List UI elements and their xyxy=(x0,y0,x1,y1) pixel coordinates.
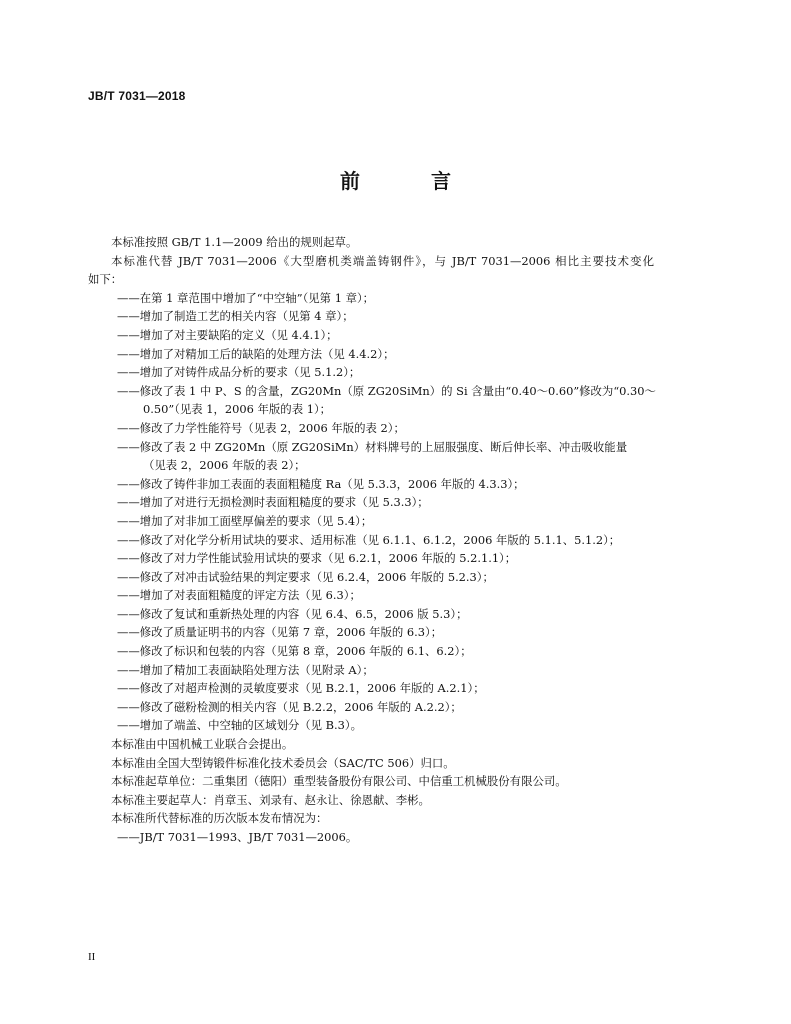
text-line: 如下： xyxy=(88,272,123,287)
text-line: 本标准由全国大型铸锻件标准化技术委员会（SAC/TC 506）归口。 xyxy=(111,755,455,770)
text-line: ——修改了复试和重新热处理的内容（见 6.4、6.5，2006 版 5.3）； xyxy=(117,606,468,621)
page-title: 前 言 xyxy=(340,169,483,193)
text-line: 本标准所代替标准的历次版本发布情况为： xyxy=(111,811,328,826)
page-number: II xyxy=(88,951,96,963)
text-line: ——增加了端盖、中空轴的区域划分（见 B.3）。 xyxy=(117,718,362,733)
text-line: ——增加了对精加工后的缺陷的处理方法（见 4.4.2）； xyxy=(117,346,395,361)
text-line: ——增加了精加工表面缺陷处理方法（见附录 A）； xyxy=(117,662,374,677)
text-line: ——修改了力学性能符号（见表 2，2006 年版的表 2）； xyxy=(117,420,405,435)
text-line: ——修改了对冲击试验结果的判定要求（见 6.2.4，2006 年版的 5.2.3）； xyxy=(117,569,494,584)
text-line: 0.50”（见表 1，2006 年版的表 1）； xyxy=(143,402,332,417)
text-line: 本标准代替 JB/T 7031—2006《大型磨机类端盖铸钢件》，与 JB/T 7031—2006 相比主要技术变化 xyxy=(111,253,654,268)
text-line: 本标准由中国机械工业联合会提出。 xyxy=(111,737,294,752)
text-line: ——增加了对进行无损检测时表面粗糙度的要求（见 5.3.3）； xyxy=(117,495,429,510)
text-line: ——增加了对主要缺陷的定义（见 4.4.1）； xyxy=(117,327,338,342)
text-line: 本标准主要起草人：肖章玉、刘录有、赵永让、徐恩献、李彬。 xyxy=(111,792,430,807)
text-line: ——增加了制造工艺的相关内容（见第 4 章）； xyxy=(117,309,354,324)
text-line: ——增加了对非加工面壁厚偏差的要求（见 5.4）； xyxy=(117,513,373,528)
text-line: ——修改了磁粉检测的相关内容（见 B.2.2，2006 年版的 A.2.2）； xyxy=(117,699,462,714)
text-line: ——增加了对铸件成品分析的要求（见 5.1.2）； xyxy=(117,365,361,380)
text-line: ——修改了标识和包装的内容（见第 8 章，2006 年版的 6.1、6.2）； xyxy=(117,644,472,659)
foreword-body xyxy=(88,233,654,847)
text-line: ——修改了对力学性能试验用试块的要求（见 6.2.1，2006 年版的 5.2.1.1）； xyxy=(117,551,517,566)
text-line: 本标准按照 GB/T 1.1—2009 给出的规则起草。 xyxy=(111,235,358,249)
text-line: ——JB/T 7031—1993、JB/T 7031—2006。 xyxy=(117,830,358,844)
text-line: ——在第 1 章范围中增加了“中空轴”（见第 1 章）； xyxy=(117,290,375,305)
text-line: ——修改了质量证明书的内容（见第 7 章，2006 年版的 6.3）； xyxy=(117,625,443,640)
text-line: ——增加了对表面粗糙度的评定方法（见 6.3）； xyxy=(117,588,361,603)
text-line: （见表 2，2006 年版的表 2）； xyxy=(143,458,306,473)
standard-code: JB/T 7031—2018 xyxy=(88,89,186,103)
text-line: ——修改了铸件非加工表面的表面粗糙度 Ra（见 5.3.3，2006 年版的 4.3.3）； xyxy=(117,476,525,491)
text-line: ——修改了表 1 中 P、S 的含量，ZG20Mn（原 ZG20SiMn）的 Si 含量由“0.40～0.60”修改为“0.30～ xyxy=(117,383,656,398)
text-line: 本标准起草单位：二重集团（德阳）重型装备股份有限公司、中信重工机械股份有限公司。 xyxy=(111,774,567,789)
text-line: ——修改了表 2 中 ZG20Mn（原 ZG20SiMn）材料牌号的上屈服强度、断后伸长率、冲击吸收能量 xyxy=(117,439,628,454)
text-line: ——修改了对化学分析用试块的要求、适用标准（见 6.1.1、6.1.2，2006 年版的 5.1.1、5.1.2）； xyxy=(117,532,621,547)
text-line: ——修改了对超声检测的灵敏度要求（见 B.2.1，2006 年版的 A.2.1）； xyxy=(117,681,485,696)
